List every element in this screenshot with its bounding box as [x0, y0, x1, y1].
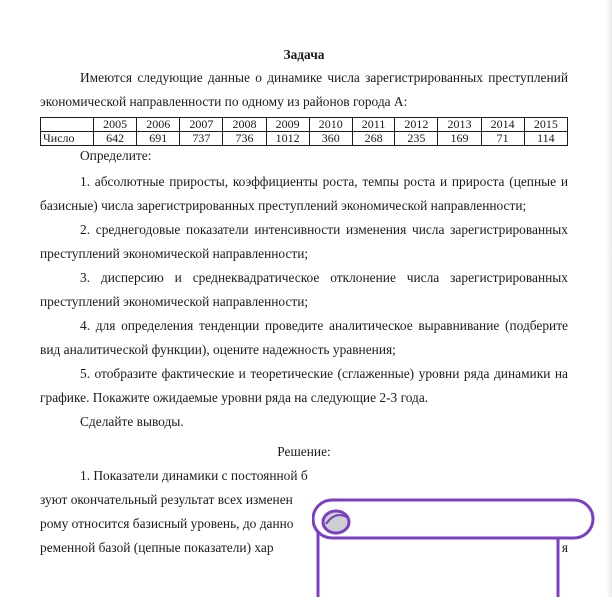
year-cell: 2008	[223, 118, 266, 132]
value-cell: 642	[94, 132, 137, 146]
table-row	[41, 132, 568, 146]
solution-line-4: ременной базой (цепные показатели) хар	[40, 540, 274, 555]
year-cell: 2012	[395, 118, 438, 132]
year-cell: 2013	[438, 118, 481, 132]
row-label-cell: Число	[41, 132, 94, 146]
year-cell: 2005	[94, 118, 137, 132]
value-cell: 268	[352, 132, 394, 146]
table-corner-cell	[41, 118, 94, 132]
year-cell: 2010	[309, 118, 352, 132]
intro-paragraph: Имеются следующие данные о динамике числа зарегистрированных преступлений экономической направленности по одному из районов города А:	[40, 70, 568, 109]
document-page	[40, 0, 568, 560]
task-item-4: 4. для определения тенденции проведите аналитическое выравнивание (подберите вид аналитической функции), оцените надежность уравнения;	[40, 318, 568, 357]
task-item-3: 3. дисперсию и среднеквадратическое отклонение числа зарегистрированных преступлений экономической направленности;	[40, 270, 568, 309]
solution-line-3: рому относится базисный уровень, до данно	[40, 516, 294, 531]
task-item-1: 1. абсолютные приросты, коэффициенты роста, темпы роста и прироста (цепные и базисные) числа зарегистрированных преступлений экономической направленности;	[40, 174, 568, 213]
value-cell: 235	[395, 132, 438, 146]
task-item-2: 2. среднегодовые показатели интенсивности изменения числа зарегистрированных преступлений экономической направленности;	[40, 222, 568, 261]
value-cell: 1012	[266, 132, 309, 146]
data-table	[40, 117, 568, 146]
year-cell: 2009	[266, 118, 309, 132]
year-cell: 2015	[524, 118, 567, 132]
table-header-row	[41, 118, 568, 132]
value-cell: 114	[524, 132, 567, 146]
solution-heading: Решение:	[277, 444, 331, 459]
value-cell: 737	[180, 132, 223, 146]
value-cell: 360	[309, 132, 352, 146]
value-cell: 691	[137, 132, 180, 146]
doc-title: Задача	[283, 47, 325, 62]
solution-right-fragment-2: я	[561, 540, 568, 555]
solution-line-1: 1. Показатели динамики с постоянной б	[80, 468, 308, 483]
scroll-graphic	[312, 494, 612, 597]
conclusion-text: Сделайте выводы.	[80, 414, 184, 429]
task-item-5: 5. отобразите фактические и теоретические (сглаженные) уровни ряда динамики на графике. Покажите ожидаемые уровни ряда на следующие 2-3 года.	[40, 366, 568, 405]
determine-label: Определите:	[80, 148, 152, 163]
value-cell: 71	[481, 132, 524, 146]
year-cell: 2006	[137, 118, 180, 132]
value-cell: 169	[438, 132, 481, 146]
year-cell: 2011	[352, 118, 394, 132]
value-cell: 736	[223, 132, 266, 146]
solution-line-2: зуют окончательный результат всех изменен	[40, 492, 293, 507]
scroll-icon	[312, 494, 612, 597]
year-cell: 2014	[481, 118, 524, 132]
year-cell: 2007	[180, 118, 223, 132]
